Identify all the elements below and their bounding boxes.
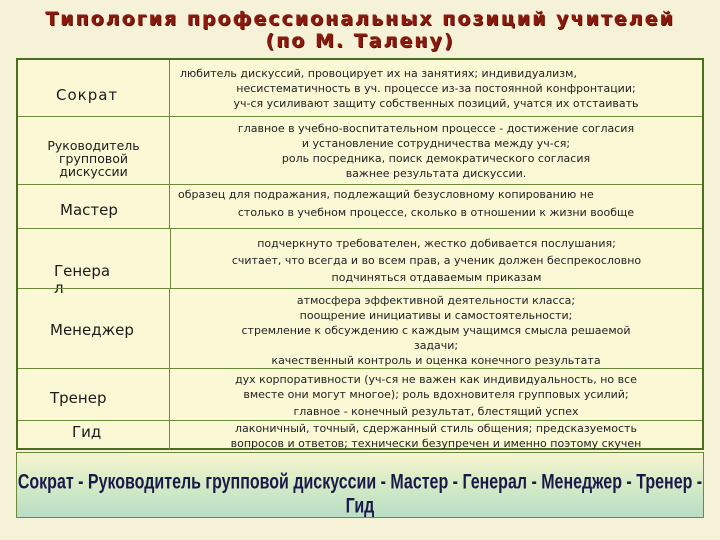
desc-line: несистематичность в уч. процессе из-за постоянной конфронтации; — [236, 82, 636, 95]
summary-sequence: Сократ - Руководитель групповой дискуссии - Мастер - Генерал - Менеджер - Тренер - Гид — [17, 470, 703, 518]
row-description — [170, 229, 702, 288]
desc-line: задачи; — [413, 339, 459, 352]
page-title — [0, 8, 720, 52]
table-row-manager — [18, 288, 702, 368]
desc-line: поощрение инициативы и самостоятельности; — [299, 309, 573, 322]
desc-line: столько в учебном процессе, сколько в отношении к жизни вообще — [237, 206, 635, 219]
row-description — [170, 117, 702, 184]
table-row-trainer — [18, 368, 702, 420]
typology-table — [16, 58, 704, 450]
row-name-cell — [18, 369, 170, 420]
desc-line: считает, что всегда и во всем прав, а ученик должен беспрекословно — [231, 254, 642, 267]
desc-line: уч-ся усиливают защиту собственных позиций, учатся их отстаивать — [233, 97, 639, 110]
desc-line: главное в учебно-воспитательном процессе - достижение согласия — [237, 122, 635, 135]
row-description — [170, 369, 702, 420]
desc-line: лаконичный, точный, сдержанный стиль общения; предсказуемость — [235, 422, 637, 435]
row-description — [170, 421, 702, 450]
desc-line: подчеркнуто требователен, жестко добивается послушания; — [257, 237, 616, 250]
row-name-line: л — [54, 279, 64, 297]
row-description — [170, 60, 702, 116]
row-name — [18, 139, 169, 178]
desc-line: важнее результата дискуссии. — [345, 167, 527, 180]
desc-line: любитель дискуссий, провоцирует их на занятиях; индивидуализм, — [180, 67, 577, 80]
row-name-line: дискуссии — [59, 164, 128, 179]
desc-line: качественный контроль и оценка конечного результата — [271, 354, 601, 367]
row-name-cell — [18, 229, 170, 297]
row-name: Мастер — [60, 201, 118, 219]
desc-line: и установление сотрудничества между уч-ся; — [301, 137, 571, 150]
row-name: Гид — [72, 423, 102, 441]
desc-line: вопросов и ответов; технически безупречен и именно поэтому скучен — [230, 437, 642, 450]
title-line-1: Типология профессиональных позиций учителей — [45, 8, 675, 30]
row-name: Сократ — [56, 86, 119, 104]
desc-line: роль посредника, поиск демократического согласия — [281, 152, 591, 165]
row-name: Тренер — [50, 389, 107, 407]
table-row-master — [18, 184, 702, 228]
row-name-cell — [18, 185, 170, 228]
desc-line: образец для подражания, подлежащий безусловному копированию не — [178, 188, 594, 201]
desc-line: подчиняться отдаваемым приказам — [331, 271, 542, 284]
row-name-line: Руководитель — [47, 138, 140, 153]
row-name-cell — [18, 289, 170, 368]
table-row-general — [18, 228, 702, 297]
row-name-cell — [18, 421, 170, 450]
desc-line: вместе они могут многое); роль вдохновителя групповых усилий; — [243, 388, 629, 401]
desc-line: стремление к обсуждению с каждым учащимся смысла решаемой — [241, 324, 631, 337]
desc-line: дух корпоративности (уч-ся не важен как индивидуальность, но все — [235, 373, 637, 386]
row-name-line: групповой — [58, 151, 129, 166]
row-name-cell — [18, 60, 170, 116]
row-name: Менеджер — [50, 321, 134, 339]
summary-banner — [16, 452, 704, 518]
row-name-cell — [18, 117, 170, 184]
desc-line: атмосфера эффективной деятельности класса; — [296, 294, 576, 307]
row-description — [170, 289, 702, 368]
desc-line: главное - конечный результат, блестящий успех — [293, 405, 579, 418]
table-row-guide — [18, 420, 702, 450]
row-name-line: Генера — [54, 262, 111, 280]
row-description — [170, 185, 702, 228]
table-row-socrates — [18, 60, 702, 116]
title-line-2: (по М. Талену) — [265, 30, 455, 52]
table-row-discussion-leader — [18, 116, 702, 184]
